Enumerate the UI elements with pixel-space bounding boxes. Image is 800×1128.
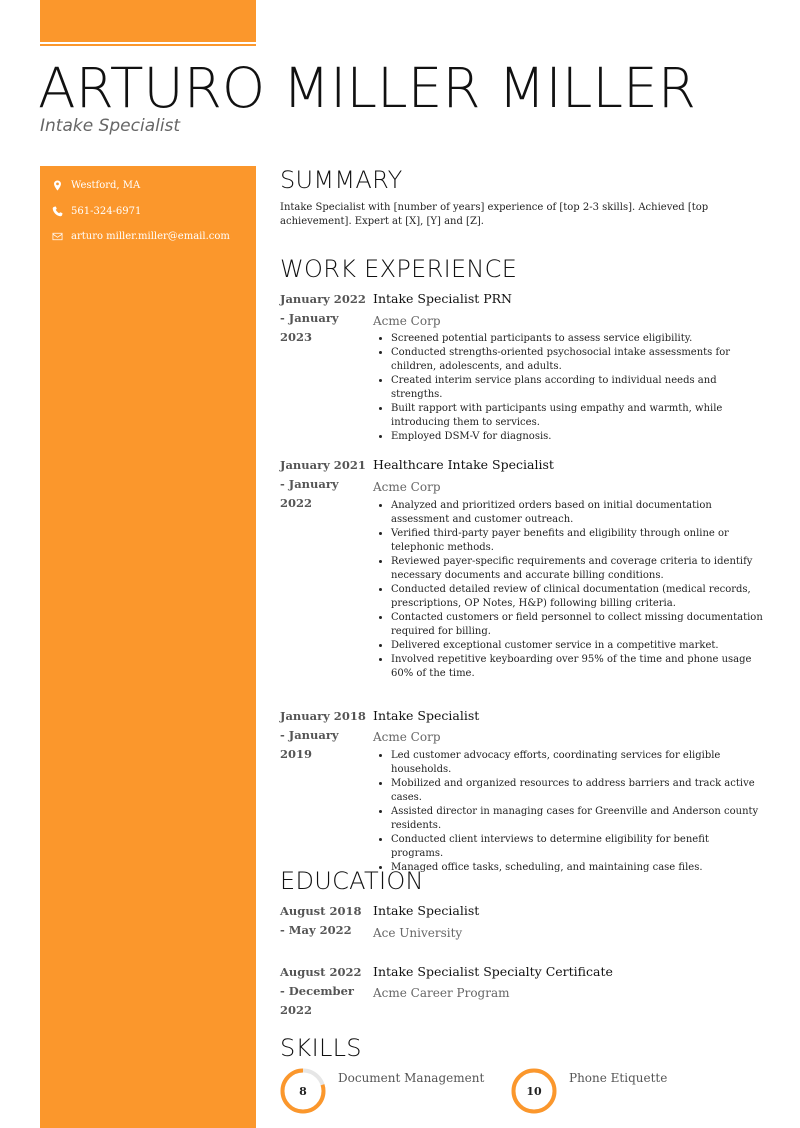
bullet-item: • Employed DSM-V for diagnosis. — [391, 430, 763, 444]
skill-level-ring — [511, 1068, 557, 1114]
bullet-item: • Contacted customers or field personnel to collect missing documentation required for billing. — [391, 611, 763, 639]
experience-bullets — [373, 499, 763, 681]
bullet-item: • Built rapport with participants using empathy and warmth, while introducing them to services. — [391, 402, 763, 430]
skill-level: 8 — [299, 1084, 307, 1098]
candidate-name: ARTURO MILLER MILLER — [38, 56, 697, 120]
skill-item — [511, 1068, 667, 1114]
education-title: Intake Specialist Specialty Certificate — [373, 964, 613, 979]
contact-location-text: Westford, MA — [71, 180, 141, 191]
bullet-item: • Delivered exceptional customer service in a competitive market. — [391, 639, 763, 653]
experience-date: January 2022 - January 2023 — [280, 292, 366, 344]
summary-text: Intake Specialist with [number of years] experience of [top 2-3 skills]. Achieved [top achievement]. Expert at [X], [Y] and [Z]. — [280, 202, 709, 227]
phone-icon — [52, 206, 63, 217]
skill-name: Phone Etiquette — [569, 1071, 668, 1085]
education-title: Intake Specialist — [373, 903, 480, 918]
bullet-item: • Involved repetitive keyboarding over 95% of the time and phone usage 60% of the time. — [391, 653, 763, 681]
candidate-title: Intake Specialist — [40, 116, 181, 136]
experience-date: January 2021 - January 2022 — [280, 458, 366, 510]
skill-item — [280, 1068, 484, 1114]
skill-level: 10 — [526, 1084, 542, 1098]
contact-location — [52, 180, 140, 191]
section-title-experience: WORK EXPERIENCE — [280, 255, 518, 283]
bullet-item: • Conducted strengths-oriented psychosocial intake assessments for children, adolescents, and adults. — [391, 346, 763, 374]
bullet-item: • Reviewed payer-specific requirements and coverage criteria to identify necessary documents and accurate billing conditions. — [391, 555, 763, 583]
education-date: August 2018 - May 2022 — [280, 904, 362, 937]
contact-phone — [52, 206, 141, 217]
education-org: Acme Career Program — [373, 986, 510, 1000]
bullet-item: • Conducted detailed review of clinical documentation (medical records, prescriptions, OP Notes, H&P) following billing criteria. — [391, 583, 763, 611]
section-title-education: EDUCATION — [280, 867, 424, 895]
bullet-item: • Created interim service plans according to individual needs and strengths. — [391, 374, 763, 402]
header-accent-bar — [40, 0, 256, 42]
experience-date: January 2018 - January 2019 — [280, 709, 366, 761]
sidebar — [40, 166, 256, 1128]
mail-icon — [52, 231, 63, 242]
bullet-item: • Assisted director in managing cases for Greenville and Anderson county residents. — [391, 805, 763, 833]
education-org: Ace University — [373, 926, 463, 940]
bullet-item: • Analyzed and prioritized orders based on initial documentation assessment and customer outreach. — [391, 499, 763, 527]
contact-email-text[interactable]: arturo miller.miller@email.com — [71, 231, 230, 242]
bullet-item: • Screened potential participants to assess service eligibility. — [391, 332, 763, 346]
experience-title: Intake Specialist — [373, 708, 480, 723]
header-accent-line — [40, 44, 256, 46]
bullet-item: • Conducted client interviews to determine eligibility for benefit programs. — [391, 833, 763, 861]
bullet-item: • Verified third-party payer benefits and eligibility through online or telephonic methods. — [391, 527, 763, 555]
experience-title: Healthcare Intake Specialist — [373, 457, 554, 472]
contact-email[interactable] — [52, 231, 230, 242]
bullet-item: • Managed office tasks, scheduling, and maintaining case files. — [391, 861, 763, 875]
experience-org: Acme Corp — [373, 314, 441, 328]
education-date: August 2022 - December 2022 — [280, 965, 362, 1017]
experience-org: Acme Corp — [373, 480, 441, 494]
skill-name: Document Management — [338, 1071, 485, 1085]
contact-phone-text: 561-324-6971 — [71, 206, 142, 217]
experience-title: Intake Specialist PRN — [373, 291, 512, 306]
bullet-item: • Mobilized and organized resources to address barriers and track active cases. — [391, 777, 763, 805]
location-pin-icon — [52, 180, 63, 191]
experience-org: Acme Corp — [373, 730, 441, 744]
section-title-summary: SUMMARY — [280, 166, 403, 194]
bullet-item: • Led customer advocacy efforts, coordinating services for eligible households. — [391, 749, 763, 777]
section-title-skills: SKILLS — [280, 1034, 362, 1062]
experience-bullets — [373, 749, 763, 875]
skill-level-ring — [280, 1068, 326, 1114]
experience-bullets — [373, 332, 763, 444]
